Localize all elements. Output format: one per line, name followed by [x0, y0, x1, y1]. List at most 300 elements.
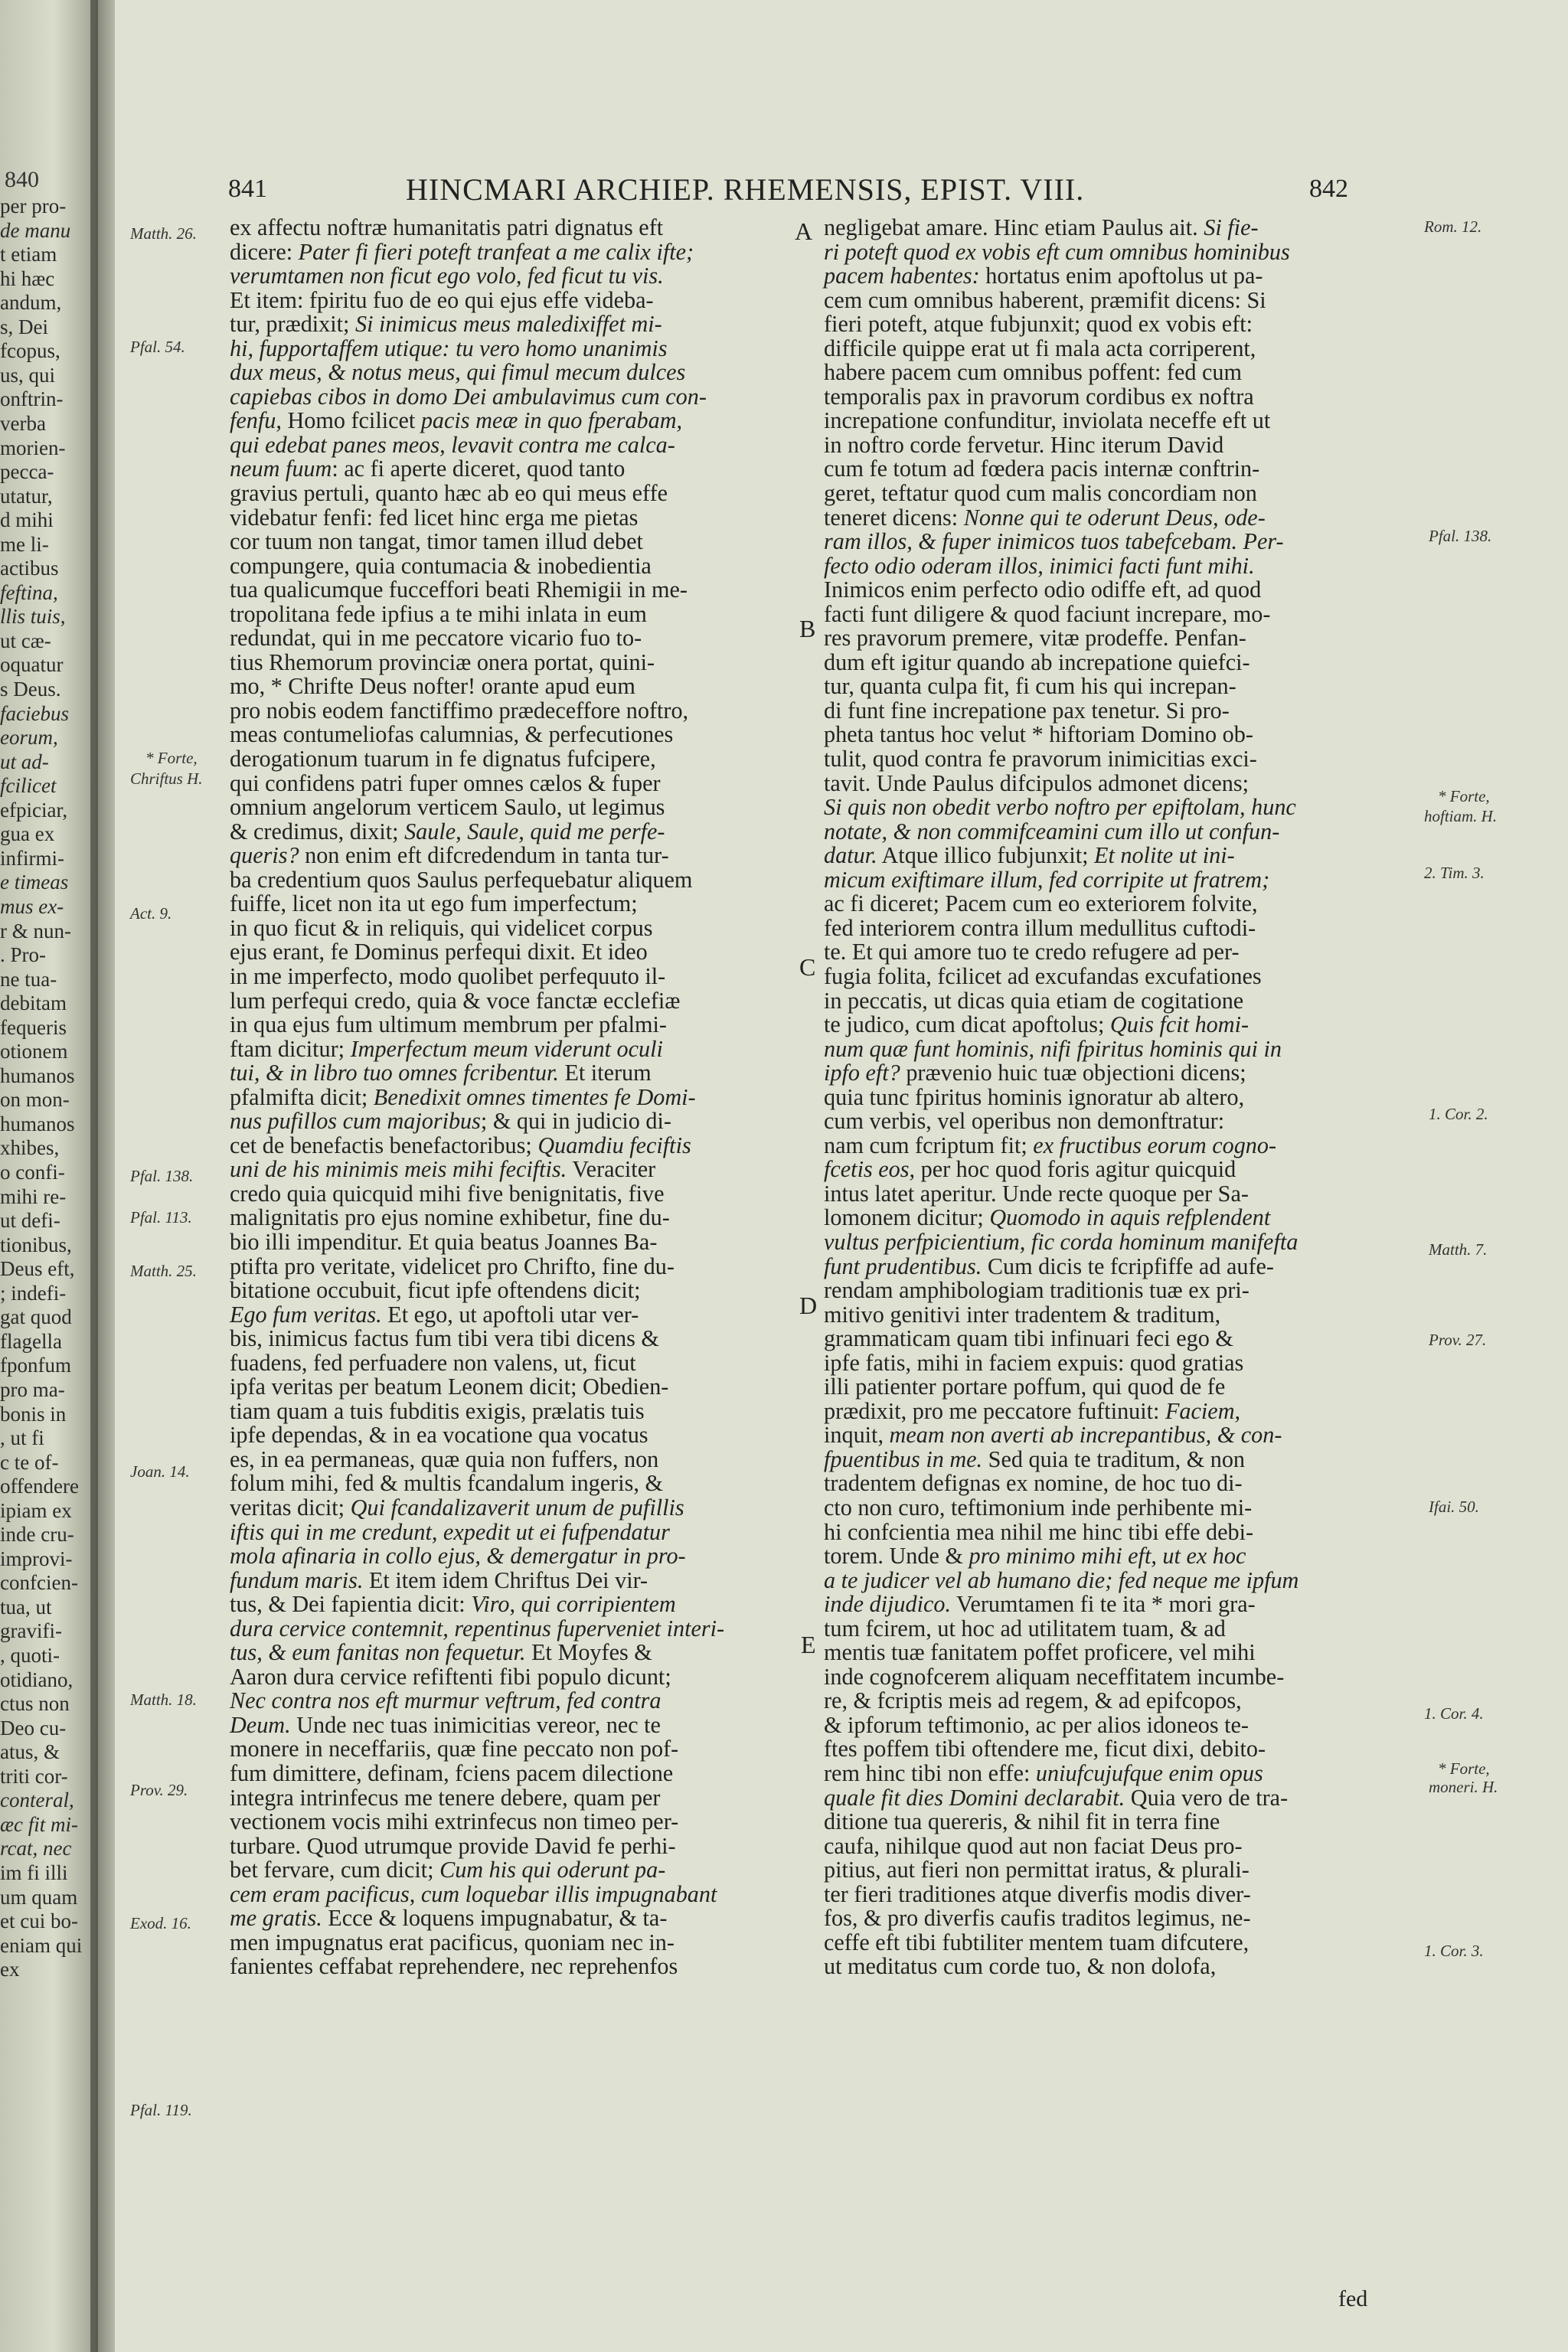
text-run: mitivo genitivi inter tradentem & traditum,	[824, 1301, 1221, 1328]
text-run: prædixit, pro me peccatore fuftinuit:	[824, 1397, 1165, 1424]
previous-page-line: inde cru-	[0, 1523, 74, 1547]
text-run: fuiffe, licet non ita ut ego fum imperfectum;	[230, 890, 638, 917]
text-run: fanientes ceffabat reprehendere, nec reprehenfos	[230, 1953, 678, 1980]
text-line	[824, 530, 1421, 554]
text-line	[824, 1496, 1421, 1521]
text-run: Viro, qui corripientem	[471, 1591, 676, 1618]
previous-page-line: utatur,	[0, 484, 53, 508]
text-run: ipfe dependas, & in ea vocatione qua vocatus	[230, 1422, 648, 1449]
text-line	[824, 1880, 1421, 1907]
text-line	[230, 385, 819, 410]
text-run: Et Moyfes &	[525, 1639, 652, 1666]
text-line	[824, 1182, 1421, 1207]
text-run: ram illos, & fuper inimicos tuos tabefcebam. Per-	[824, 528, 1284, 555]
text-run: rem hinc tibi non effe:	[824, 1760, 1036, 1786]
text-run: ceffe eft tibi fubtiliter mentem tuam difcutere,	[824, 1929, 1250, 1955]
text-run: ter fieri traditiones atque diverfis modis diver-	[824, 1880, 1251, 1907]
text-run: temporalis pax in pravorum cordibus ex noftra	[824, 383, 1254, 410]
text-run: Et nolite ut ini-	[1094, 842, 1235, 869]
text-run: cum verbis, vel operibus non demonftratur:	[824, 1108, 1225, 1135]
previous-page-line: humanos	[0, 1063, 75, 1087]
text-line	[824, 648, 1421, 675]
margin-note: Exod. 16.	[130, 1914, 191, 1932]
text-line	[824, 1737, 1421, 1762]
text-run: fum dimittere, definam, fciens pacem dilectione	[230, 1760, 674, 1786]
text-run: fed interiorem contra illum medullitus cuftodi-	[824, 914, 1256, 941]
text-line	[230, 216, 819, 240]
text-run: fugia folita, fcilicet ad excufandas excufationes	[824, 962, 1262, 989]
text-run: cor tuum non tangat, timor tamen illud debet	[230, 528, 643, 555]
previous-page-line: efpiciar,	[0, 798, 68, 822]
text-line	[230, 1397, 819, 1424]
text-line	[824, 1665, 1421, 1690]
text-line	[824, 385, 1421, 410]
text-run: ; & qui in judicio di-	[480, 1108, 671, 1135]
margin-note: Pfal. 113.	[130, 1208, 192, 1227]
text-run: ipfa veritas per beatum Leonem dicit; Obedien-	[230, 1374, 669, 1400]
text-line	[824, 1279, 1421, 1303]
text-line	[230, 1566, 819, 1593]
text-line	[824, 1955, 1421, 1979]
text-line	[230, 1109, 819, 1134]
previous-page-line: per pro-	[0, 194, 67, 217]
text-run: Nec contra nos eft murmur veftrum, fed contra	[230, 1687, 662, 1714]
text-run: pitius, aut fieri non permittat iratus, & plurali-	[824, 1857, 1250, 1883]
previous-page-line: ; indefi-	[0, 1281, 67, 1305]
text-run: quale fit dies Domini declarabit.	[824, 1784, 1125, 1811]
text-line	[824, 1617, 1421, 1642]
text-run: pfalmifta dicit;	[230, 1083, 374, 1110]
text-run: Et item: fpiritu fuo de eo qui ejus effe videba-	[230, 286, 654, 313]
text-run: micum exiftimare illum, fed corripite ut fratrem;	[824, 866, 1270, 893]
text-line	[230, 530, 819, 554]
text-line	[230, 482, 819, 506]
text-run: tradentem defignas ex nomine, de hoc tuo di-	[824, 1470, 1243, 1497]
text-run: Et ego, ut apoftoli utar ver-	[381, 1301, 639, 1328]
right-text-column	[824, 216, 1421, 1979]
text-run: hi confcientia mea nihil me hinc tibi effe debi-	[824, 1518, 1254, 1545]
text-line	[230, 457, 819, 482]
text-run: pheta tantus hoc velut * hiftoriam Domino ob-	[824, 721, 1253, 748]
text-line	[230, 1762, 819, 1786]
previous-page-line: onftrin-	[0, 387, 64, 411]
text-run: ditione tua quereris, & nihil fit in terra fine	[824, 1808, 1220, 1835]
previous-page-line: e timeas	[0, 871, 69, 894]
text-line	[824, 723, 1421, 747]
text-run: tiam quam a tuis fubditis exigis, prælatis tuis	[230, 1397, 645, 1424]
previous-page-line: on mon-	[0, 1088, 70, 1112]
text-run: tus, & eum fanitas non fequetur.	[230, 1639, 526, 1666]
text-line	[230, 1689, 819, 1713]
text-run: tui, & in libro tuo omnes fcribentur.	[230, 1060, 559, 1086]
text-line	[230, 1230, 819, 1255]
text-run: tius Rhemorum provinciæ onera portat, quini-	[230, 648, 655, 675]
margin-note: Pfal. 138.	[1429, 527, 1492, 545]
previous-page-line: tua, ut	[0, 1595, 52, 1619]
previous-page-line: fequeris	[0, 1015, 67, 1039]
text-run: per hoc quod foris agitur quicquid	[915, 1156, 1236, 1183]
text-run: Si fie-	[1204, 214, 1259, 240]
text-run: fenfu,	[230, 407, 288, 434]
text-run: pro nobis eodem fanctiffimo prædeceffore noftro,	[230, 697, 689, 724]
text-run: ba credentium quos Saulus perfequebatur aliquem	[230, 866, 693, 893]
text-line	[230, 286, 819, 313]
text-line	[824, 940, 1421, 965]
text-run: cem eram pacificus, cum loquebar illis impugnabant	[230, 1880, 717, 1907]
text-run: gravius pertuli, quanto hæc ab eo qui meus effe	[230, 480, 668, 507]
text-line	[230, 1665, 819, 1690]
text-line	[230, 1518, 819, 1545]
text-line	[230, 1327, 819, 1351]
text-run: pro minimo mihi eft, ut ex hoc	[969, 1543, 1246, 1570]
text-line	[824, 286, 1421, 313]
text-run: tulit, quod contra fe pravorum inimicitias exci-	[824, 746, 1257, 773]
text-run: caufa, nihilque quod aut non faciat Deus pro-	[824, 1832, 1243, 1859]
previous-page-line: offendere	[0, 1475, 79, 1498]
text-run: mola afinaria in collo ejus, & demergatur in pro-	[230, 1543, 686, 1570]
text-run: torem. Unde &	[824, 1543, 969, 1570]
text-line	[230, 1158, 819, 1182]
text-run: nam cum fcriptum fit;	[824, 1132, 1034, 1158]
previous-page-line: faciebus	[0, 701, 69, 725]
margin-note: * Forte,	[1438, 787, 1490, 805]
text-run: Quamdiu feciftis	[537, 1132, 691, 1158]
text-line	[230, 1931, 819, 1955]
text-run: Benedixit omnes timentes fe Domi-	[373, 1083, 696, 1110]
text-line	[230, 1858, 819, 1883]
text-run: Sed quia te traditum, & non	[982, 1446, 1246, 1472]
previous-page-line: im fi illi	[0, 1860, 68, 1884]
previous-page-line: ctus non	[0, 1692, 70, 1716]
text-run: uniufcujufque enim opus	[1035, 1760, 1263, 1786]
text-line	[824, 1786, 1421, 1811]
text-run: ejus erant, fe Dominus perfequi dixit. Et ideo	[230, 939, 648, 965]
previous-page-line: andum,	[0, 291, 62, 315]
text-line	[824, 892, 1421, 916]
text-run: Homo	[287, 407, 351, 434]
text-run: credo quia quicquid mihi five benignitatis, five	[230, 1180, 665, 1207]
text-run: me gratis.	[230, 1905, 322, 1932]
previous-page-line: ne tua-	[0, 967, 57, 991]
text-line	[824, 1013, 1421, 1037]
text-run: cet de benefactis benefactoribus;	[230, 1132, 538, 1158]
previous-page-line: tionibus,	[0, 1233, 72, 1256]
previous-page-line: c te of-	[0, 1450, 59, 1474]
text-line	[824, 1713, 1421, 1738]
margin-note: Ifai. 50.	[1429, 1498, 1479, 1516]
previous-page-line: fcopus,	[0, 339, 60, 363]
text-run: in noftro corde fervetur. Hinc iterum David	[824, 431, 1224, 458]
text-run: fpuentibus in me.	[824, 1446, 983, 1472]
previous-page-line: actibus	[0, 557, 59, 580]
text-line	[824, 1375, 1421, 1400]
text-run: cum fe totum ad fœdera pacis internæ conftrin-	[824, 456, 1260, 482]
previous-page-line: hi hæc	[0, 266, 55, 290]
text-line	[230, 506, 819, 531]
right-page-number: 842	[1309, 175, 1348, 203]
margin-note: Pfal. 119.	[130, 2101, 192, 2119]
margin-note: Rom. 12.	[1424, 217, 1482, 236]
text-run: Qui fcandalizaverit unum de pufillis	[350, 1494, 684, 1521]
text-run: lum perfequi credo, quia & voce fanctæ ecclefiæ	[230, 987, 681, 1014]
previous-page-line: fponfum	[0, 1354, 71, 1377]
text-run: Unde nec tuas inimicitias vereor, nec te	[290, 1711, 661, 1738]
text-run: redundat, qui in me peccatore vicario fuo to-	[230, 625, 642, 652]
text-run: negligebat amare. Hinc etiam Paulus ait.	[824, 214, 1204, 240]
left-text-column	[230, 216, 819, 1979]
margin-note: * Forte,	[1438, 1759, 1490, 1778]
text-run: ac fi diceret; Pacem cum eo exteriorem folvite,	[824, 890, 1258, 917]
text-run: cem cum omnibus haberent, præmifit dicens: Si	[824, 286, 1266, 313]
margin-note: 1. Cor. 4.	[1424, 1704, 1484, 1723]
previous-page-line: conteral,	[0, 1788, 74, 1812]
previous-page-line: Deus eft,	[0, 1257, 75, 1281]
text-run: ri poteft quod ex vobis eft cum omnibus hominibus	[824, 238, 1290, 265]
previous-page-line: us, qui	[0, 363, 56, 387]
previous-page-line: ex	[0, 1958, 20, 1981]
previous-page-line: atus, &	[0, 1740, 60, 1764]
text-run: Cum dicis te fcripfiffe ad aufe-	[982, 1253, 1274, 1279]
text-line	[824, 820, 1421, 844]
text-run: Pater fi fieri poteft tranfeat a me calix ifte;	[298, 238, 694, 265]
text-line	[230, 1206, 819, 1230]
text-run: Quia vero de tra-	[1125, 1784, 1289, 1811]
text-run: omnium angelorum verticem Saulo, ut legimus	[230, 794, 665, 821]
section-letter-d: D	[799, 1292, 818, 1319]
margin-note: 1. Cor. 3.	[1424, 1942, 1484, 1960]
text-run: Deum.	[230, 1711, 291, 1738]
text-line	[230, 699, 819, 724]
text-run: dura cervice contemnit, repentinus fuperveniet interi-	[230, 1615, 725, 1642]
text-run: tus, & Dei fapientia dicit:	[230, 1591, 472, 1618]
text-run: fcetis eos,	[824, 1156, 916, 1183]
margin-note: hoftiam. H.	[1424, 807, 1498, 825]
text-line	[230, 600, 819, 627]
text-run: & ipforum teftimonio, ac per alios idoneos te-	[824, 1711, 1249, 1738]
text-line	[824, 1858, 1421, 1883]
text-run: Ecce & loquens impugnabatur, & ta-	[322, 1905, 668, 1932]
text-line	[824, 1061, 1421, 1086]
text-run: notate, & non commifceamini cum illo ut confun-	[824, 818, 1280, 844]
text-run: Saule, Saule, quid me perfe-	[404, 818, 665, 844]
text-run: mo, * Chrifte Deus nofter! orante apud eum	[230, 673, 635, 700]
margin-note: Act. 9.	[130, 904, 172, 923]
text-line	[230, 1472, 819, 1496]
text-line	[230, 1496, 819, 1521]
text-run: inde dijudico.	[824, 1591, 952, 1618]
text-run: tur, quanta culpa fit, fi cum his qui increpan-	[824, 673, 1236, 700]
text-line	[230, 892, 819, 916]
text-line	[824, 1906, 1421, 1931]
margin-note: 2. Tim. 3.	[1424, 864, 1485, 882]
text-line	[824, 1423, 1421, 1448]
text-line	[230, 1083, 819, 1110]
text-run: Verumtamen fi te ita * mori gra-	[951, 1591, 1256, 1618]
text-run: compungere, quia contumacia & inobedientia	[230, 552, 652, 579]
text-line	[824, 1592, 1421, 1617]
text-line	[824, 1230, 1421, 1255]
text-line	[230, 626, 819, 651]
text-run: pacem habentes:	[824, 263, 980, 289]
text-line	[824, 578, 1421, 603]
text-run: men impugnatus erat pacificus, quoniam nec in-	[230, 1929, 675, 1955]
text-line	[230, 648, 819, 675]
text-run: Et iterum	[558, 1060, 652, 1086]
text-line	[824, 409, 1421, 433]
text-run: Quis fcit homi-	[1109, 1011, 1250, 1038]
text-run: te. Et qui amore tuo te credo refugere ad per-	[824, 939, 1240, 965]
running-header	[115, 172, 1568, 213]
margin-note: Matth. 26.	[130, 224, 197, 243]
margin-note: Prov. 29.	[130, 1781, 188, 1799]
previous-page-line: infirmi-	[0, 846, 64, 870]
text-run: fundum maris.	[230, 1566, 364, 1593]
text-run: & credimus, dixit;	[230, 818, 405, 844]
previous-page-line: confcien-	[0, 1571, 78, 1595]
text-line	[230, 1423, 819, 1448]
previous-page-line: me li-	[0, 532, 49, 556]
text-run: difficile quippe erat ut fi mala acta corriperent,	[824, 335, 1256, 361]
text-run: Nonne qui te oderunt Deus, ode-	[963, 504, 1266, 531]
text-line	[230, 337, 819, 361]
previous-page-line: ut defi-	[0, 1209, 60, 1233]
text-run: vectionem vocis mihi extrinfecus non timeo per-	[230, 1808, 679, 1835]
previous-page-number: 840	[5, 167, 39, 192]
margin-note: Matth. 18.	[130, 1690, 197, 1709]
text-line	[230, 578, 819, 603]
text-run: queris?	[230, 842, 299, 869]
text-run: monere in neceffariis, quæ fine peccato non pof-	[230, 1736, 679, 1762]
text-line	[230, 1810, 819, 1834]
text-run: bio illi impenditur. Et quia beatus Joannes Ba-	[230, 1228, 658, 1255]
text-line	[824, 1134, 1421, 1158]
text-run: nus pufillos cum majoribus	[230, 1108, 481, 1135]
previous-page-line: mus ex-	[0, 894, 64, 918]
text-line	[230, 1303, 819, 1328]
previous-page-line: pro ma-	[0, 1377, 65, 1401]
text-run: illi patienter portare poffum, qui quod de fe	[824, 1374, 1226, 1400]
text-line	[230, 554, 819, 579]
previous-page-line: flagella	[0, 1329, 62, 1353]
text-line	[824, 1255, 1421, 1279]
previous-page-line: verba	[0, 411, 46, 435]
text-line	[824, 1518, 1421, 1545]
text-line	[824, 361, 1421, 385]
text-run: tum fcirem, ut hoc ad utilitatem tuam, & ad	[824, 1615, 1226, 1642]
text-line	[230, 747, 819, 772]
text-run: in qua ejus fum ultimum membrum per pfalmi-	[230, 1011, 667, 1038]
previous-page-line: r & nun-	[0, 919, 71, 942]
text-line	[230, 1592, 819, 1617]
text-line	[230, 1713, 819, 1738]
text-line	[230, 1786, 819, 1811]
text-line	[824, 1158, 1421, 1182]
text-line	[824, 1834, 1421, 1859]
text-run: meam non averti ab increpantibus, & con-	[889, 1422, 1282, 1449]
text-run: vultus perfpicientium, fic corda hominum manifefta	[824, 1228, 1298, 1255]
text-run: ftam dicitur;	[230, 1035, 351, 1062]
text-run: inde cognofcerem aliquam neceffitatem incumbe-	[824, 1663, 1285, 1690]
running-title: HINCMARI ARCHIEP. RHEMENSIS, EPIST. VIII.	[406, 172, 1085, 207]
text-run: meas contumeliofas calumnias, & perfecutiones	[230, 721, 674, 748]
margin-note: Matth. 25.	[130, 1262, 197, 1280]
text-run: qui edebat panes meos, levavit contra me calca-	[230, 431, 675, 458]
text-line	[230, 1544, 819, 1569]
text-run: tur, prædixit;	[230, 311, 355, 338]
text-line	[230, 989, 819, 1014]
text-run: bis, inimicus factus fum tibi vera tibi dicens &	[230, 1325, 659, 1352]
previous-page-line: t etiam	[0, 243, 57, 266]
text-run: videbatur fenfi: fed licet hinc erga me pietas	[230, 504, 639, 531]
text-run: in me imperfecto, modo quolibet perfequuto il-	[230, 962, 666, 989]
text-line	[230, 1279, 819, 1303]
previous-page-line: fcilicet	[0, 774, 57, 798]
previous-page-line: gat quod	[0, 1305, 72, 1329]
text-line	[824, 1206, 1421, 1230]
text-line	[824, 1472, 1421, 1496]
margin-note: 1. Cor. 2.	[1429, 1105, 1488, 1123]
previous-page-line: otionem	[0, 1040, 68, 1063]
text-run: Et item idem Chriftus Dei vir-	[363, 1566, 648, 1593]
text-line	[230, 312, 819, 337]
text-run: re, & fcriptis meis ad regem, & ad epifcopos,	[824, 1687, 1242, 1714]
text-line	[230, 1880, 819, 1907]
text-run: Quomodo in aquis refplendent	[989, 1204, 1271, 1231]
previous-page-line: ipiam ex	[0, 1498, 72, 1522]
text-line	[824, 1397, 1421, 1424]
text-line	[824, 1109, 1421, 1134]
text-line	[230, 1617, 819, 1642]
text-line	[230, 1906, 819, 1931]
text-line	[824, 916, 1421, 941]
previous-page-line: et cui bo-	[0, 1909, 78, 1933]
left-page-number: 841	[228, 175, 267, 203]
text-run: ipfo eft?	[824, 1060, 900, 1086]
text-line	[230, 962, 819, 989]
text-line	[230, 1375, 819, 1400]
previous-page-line: rcat, nec	[0, 1837, 72, 1860]
text-run: te judico, cum dicat apoftolus;	[824, 1011, 1110, 1038]
section-letter-a: A	[795, 217, 813, 245]
text-run: dicere:	[230, 238, 299, 265]
margin-note: Prov. 27.	[1429, 1331, 1487, 1349]
text-line	[824, 1566, 1421, 1593]
text-run: tavit. Unde Paulus difcipulos admonet dicens;	[824, 769, 1250, 796]
text-line	[824, 1810, 1421, 1834]
text-line	[824, 1448, 1421, 1472]
previous-page-line: o confi-	[0, 1161, 65, 1184]
text-line	[824, 216, 1421, 240]
text-run: ex fructibus eorum cogno-	[1033, 1132, 1277, 1158]
previous-page-line: llis tuis,	[0, 605, 66, 629]
text-line	[824, 264, 1421, 289]
text-run: Faciem,	[1165, 1397, 1241, 1424]
text-line	[230, 1834, 819, 1859]
text-line	[824, 1351, 1421, 1376]
text-line	[824, 795, 1421, 820]
text-line	[824, 769, 1421, 796]
text-run: Cum his qui oderunt pa-	[439, 1857, 666, 1883]
previous-page-line: s, Dei	[0, 315, 48, 338]
text-run: hortatus enim apoftolus ut pa-	[979, 263, 1263, 289]
text-run: grammaticam quam tibi infinuari feci ego &	[824, 1325, 1233, 1352]
text-run: neum fuum	[230, 456, 332, 482]
text-line	[230, 1351, 819, 1376]
text-run: ptifta pro veritate, videlicet pro Chrifto, fine du-	[230, 1253, 675, 1279]
text-run: rendam amphibologiam traditionis tuæ ex pri-	[824, 1277, 1250, 1304]
text-run: Aaron dura cervice refiftenti fibi populo dicunt;	[230, 1663, 671, 1690]
text-line	[824, 554, 1421, 579]
